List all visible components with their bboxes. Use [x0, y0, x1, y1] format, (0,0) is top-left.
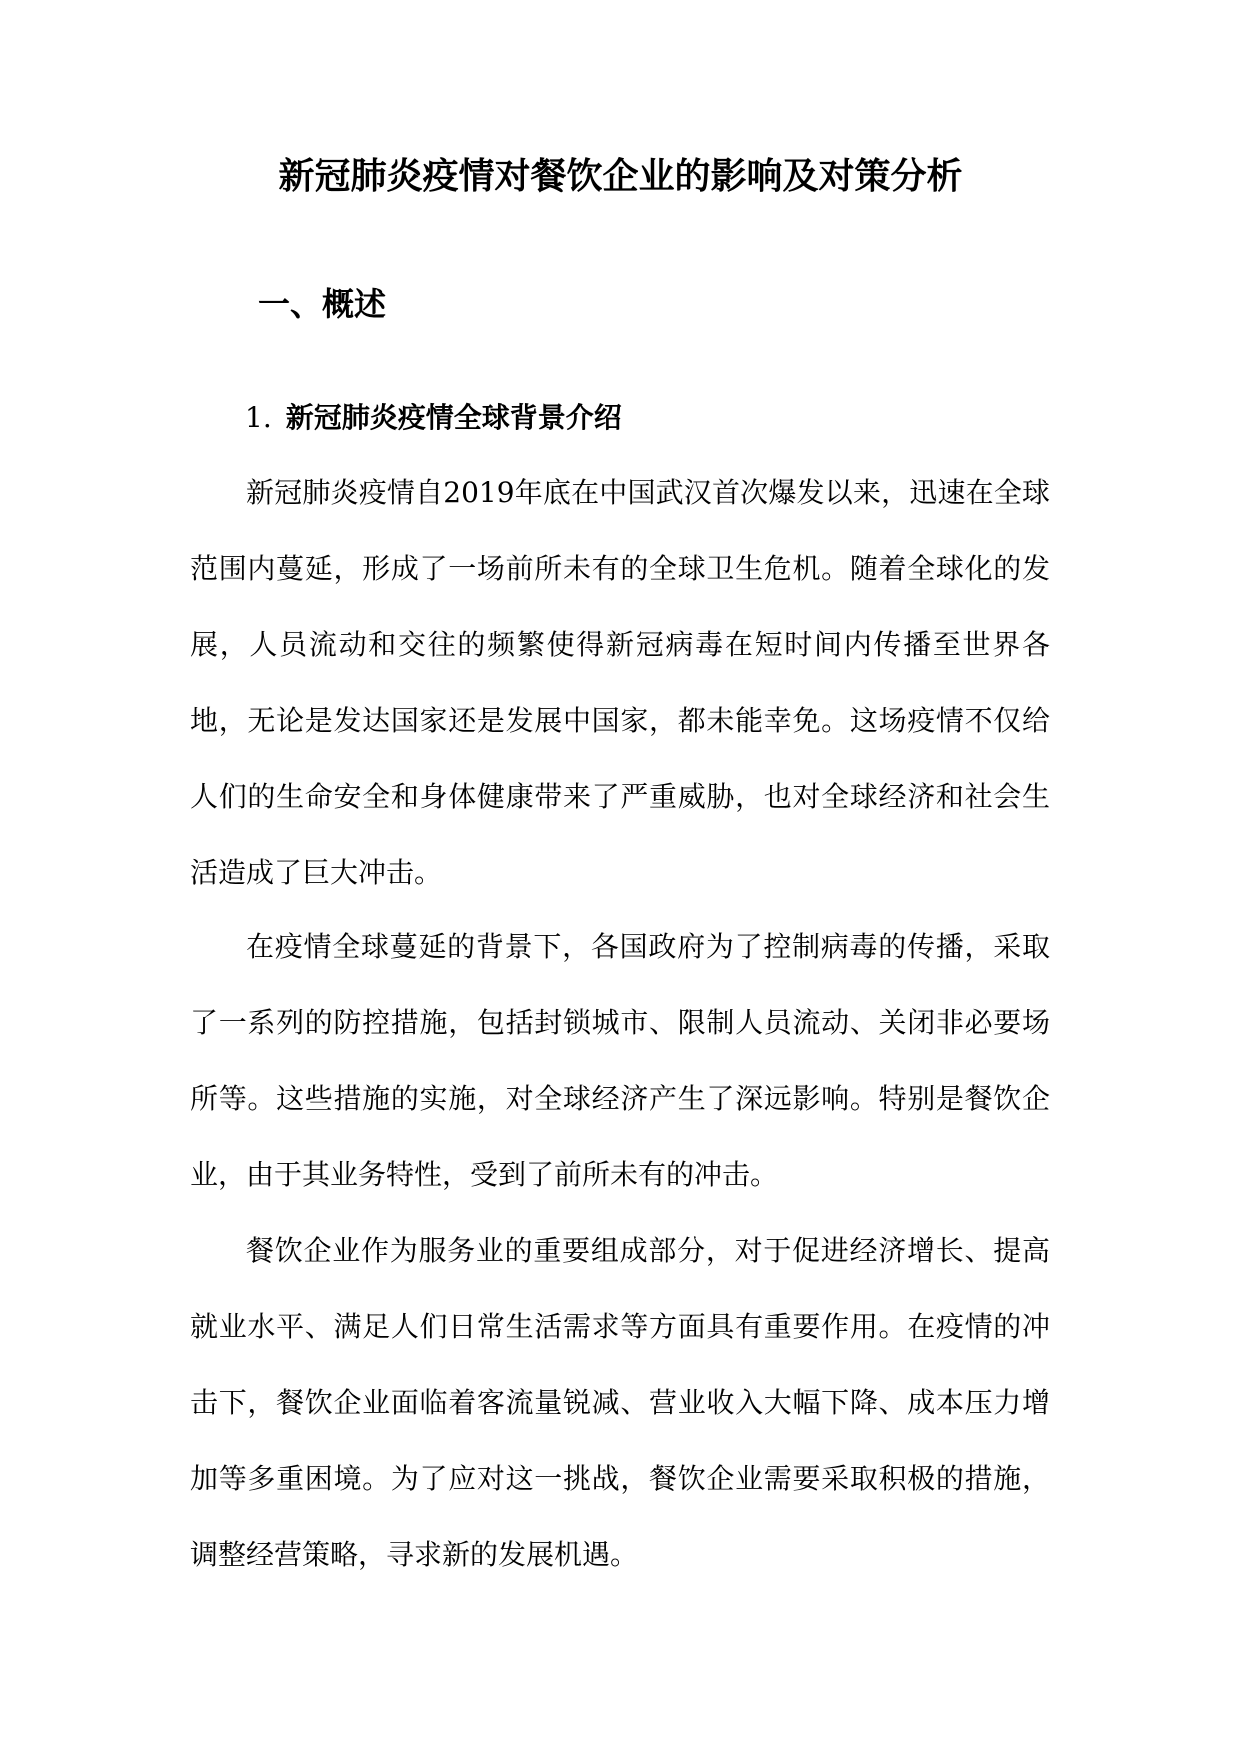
body-paragraph: 餐饮企业作为服务业的重要组成部分，对于促进经济增长、提高就业水平、满足人们日常生活需求等方面具有重要作用。在疫情的冲击下，餐饮企业面临着客流量锐减、营业收入大幅下降、成本压力增加等多重困境。为了应对这一挑战，餐饮企业需要采取积极的措施，调整经营策略，寻求新的发展机遇。 [190, 1234, 1050, 1571]
section-heading: 一、概述 [258, 285, 387, 323]
subsection-heading [245, 398, 622, 438]
body-paragraph: 新冠肺炎疫情自2019年底在中国武汉首次爆发以来，迅速在全球范围内蔓延，形成了一场前所未有的全球卫生危机。随着全球化的发展，人员流动和交往的频繁使得新冠病毒在短时间内传播至世界各地，无论是发达国家还是发展中国家，都未能幸免。这场疫情不仅给人们的生命安全和身体健康带来了严重威胁，也对全球经济和社会生活造成了巨大冲击。 [190, 476, 1050, 889]
subsection-number: 1. [245, 401, 272, 434]
subsection-title: 新冠肺炎疫情全球背景介绍 [285, 401, 622, 434]
document-title: 新冠肺炎疫情对餐饮企业的影响及对策分析 [278, 156, 963, 197]
body-paragraph: 在疫情全球蔓延的背景下，各国政府为了控制病毒的传播，采取了一系列的防控措施，包括封锁城市、限制人员流动、关闭非必要场所等。这些措施的实施，对全球经济产生了深远影响。特别是餐饮企业，由于其业务特性，受到了前所未有的冲击。 [190, 930, 1050, 1191]
